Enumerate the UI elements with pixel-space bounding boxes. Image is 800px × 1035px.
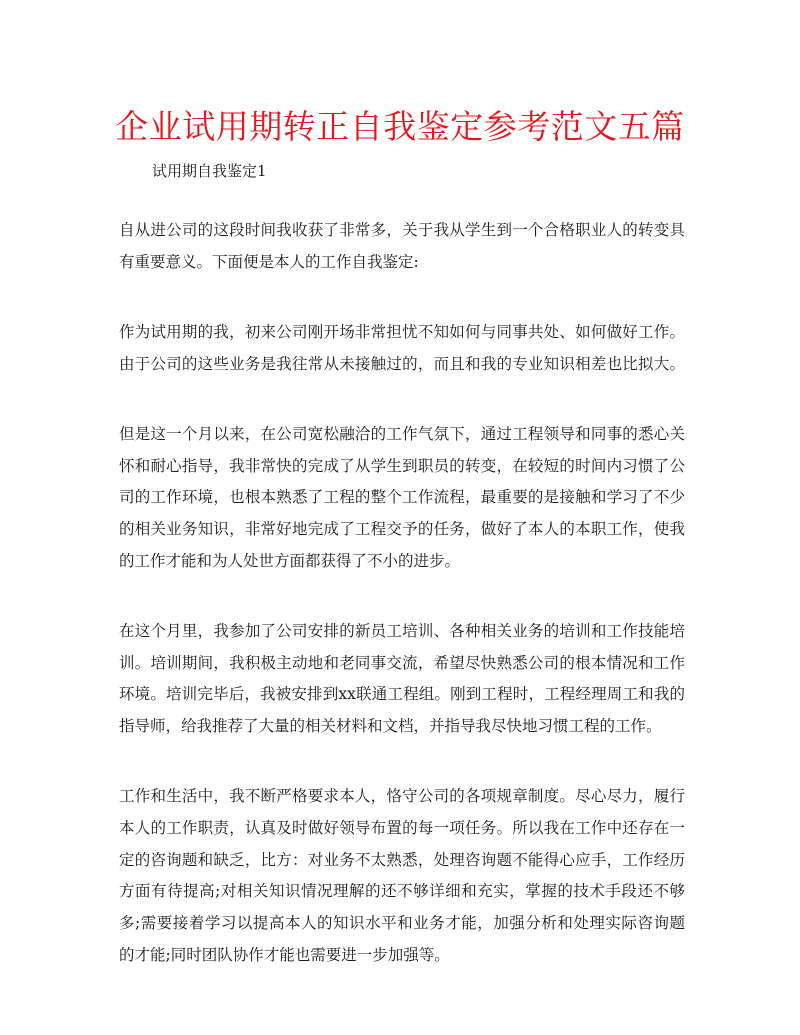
- text-line: 有重要意义。下面便是本人的工作自我鉴定:: [119, 252, 419, 271]
- text-line: 的工作才能和为人处世方面都获得了不小的进步。: [119, 551, 461, 570]
- section-subheading: 试用期自我鉴定1: [152, 162, 267, 180]
- text-line: 多;需要接着学习以提高本人的知识水平和业务才能，加强分析和处理实际咨询题: [119, 913, 685, 932]
- text-line: 在这个月里，我参加了公司安排的新员工培训、各种相关业务的培训和工作技能培: [119, 621, 685, 640]
- text-line: 定的咨询题和缺乏，比方：对业务不太熟悉，处理咨询题不能得心应手，工作经历: [119, 850, 685, 869]
- text-line: 司的工作环境，也根本熟悉了工程的整个工作流程，最重要的是接触和学习了不少: [119, 488, 685, 507]
- text-line: 环境。培训完毕后，我被安排到xx联通工程组。刚到工程时，工程经理周工和我的: [119, 685, 685, 704]
- text-line: 作为试用期的我，初来公司刚开场非常担忧不知如何与同事共处、如何做好工作。: [119, 322, 685, 341]
- paragraph: [119, 616, 685, 743]
- paragraph: [119, 419, 685, 578]
- text-line: 怀和耐心指导，我非常快的完成了从学生到职员的转变，在较短的时间内习惯了公: [119, 456, 685, 475]
- document-title: 企业试用期转正自我鉴定参考范文五篇: [115, 107, 685, 146]
- text-line: 但是这一个月以来，在公司宽松融洽的工作气氛下，通过工程领导和同事的悉心关: [119, 424, 685, 443]
- paragraph: [119, 781, 685, 971]
- text-line: 指导师，给我推荐了大量的相关材料和文档，并指导我尽快地习惯工程的工作。: [119, 716, 662, 735]
- text-line: 的相关业务知识，非常好地完成了工程交予的任务，做好了本人的本职工作，使我: [119, 519, 685, 538]
- paragraph: [119, 215, 685, 278]
- text-line: 训。培训期间，我积极主动地和老同事交流，希望尽快熟悉公司的根本情况和工作: [119, 653, 685, 672]
- text-line: 本人的工作职责，认真及时做好领导布置的每一项任务。所以我在工作中还存在一: [119, 818, 685, 837]
- text-line: 的才能;同时团队协作才能也需要进一步加强等。: [119, 945, 450, 964]
- text-line: 自从进公司的这段时间我收获了非常多，关于我从学生到一个合格职业人的转变具: [119, 221, 685, 239]
- text-line: 由于公司的这些业务是我往常从未接触过的，而且和我的专业知识相差也比拟大。: [119, 354, 685, 373]
- text-line: 方面有待提高;对相关知识情况理解的还不够详细和充实，掌握的技术手段还不够: [119, 882, 685, 901]
- paragraph: [119, 317, 685, 380]
- text-line: 工作和生活中，我不断严格要求本人，恪守公司的各项规章制度。尽心尽力，履行: [119, 787, 685, 806]
- document-body: [119, 215, 685, 1010]
